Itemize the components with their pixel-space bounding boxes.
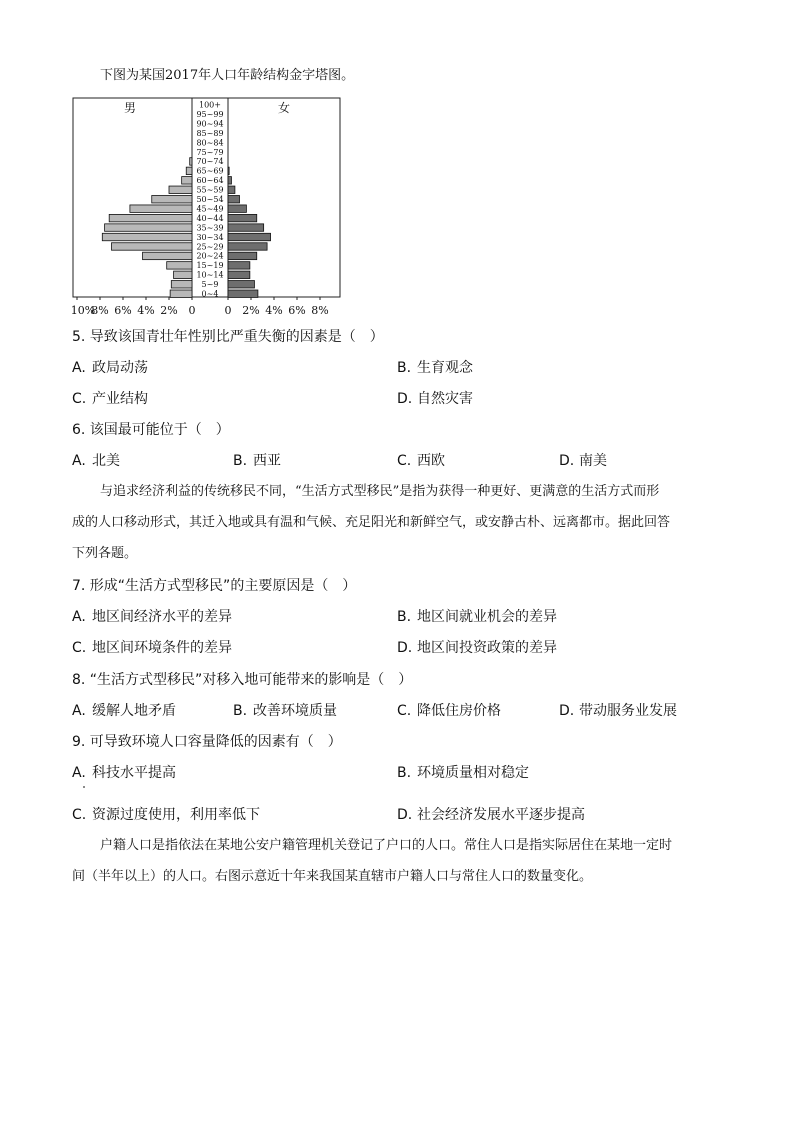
age-label: 10~14 bbox=[196, 270, 224, 280]
q6-option-c[interactable]: C. 西欧 bbox=[397, 453, 445, 469]
female-tick-label: 0 bbox=[224, 304, 232, 317]
pyramid-intro: 下图为某国2017年人口年龄结构金字塔图。 bbox=[100, 68, 355, 83]
age-label: 75~79 bbox=[196, 147, 224, 157]
q7-stem: 7. 形成“生活方式型移民”的主要原因是（ ） bbox=[72, 578, 357, 594]
female-tick-label: 2% bbox=[242, 304, 260, 317]
passage2-line1: 与追求经济利益的传统移民不同，“生活方式型移民”是指为获得一种更好、更满意的生活方式而形 bbox=[100, 484, 660, 499]
age-label: 100+ bbox=[199, 100, 221, 110]
age-label: 70~74 bbox=[196, 157, 224, 167]
age-label: 30~34 bbox=[196, 232, 224, 242]
female-bar bbox=[228, 167, 229, 174]
age-label: 25~29 bbox=[196, 242, 224, 252]
passage3-line1: 户籍人口是指依法在某地公安户籍管理机关登记了户口的人口。常住人口是指实际居住在某地一定时 bbox=[100, 838, 673, 853]
male-bar bbox=[109, 214, 192, 221]
age-label: 65~69 bbox=[196, 166, 224, 176]
age-label: 85~89 bbox=[196, 128, 224, 138]
q5-stem: 5. 导致该国青壮年性别比严重失衡的因素是（ ） bbox=[72, 329, 384, 345]
age-label: 55~59 bbox=[196, 185, 224, 195]
q5-option-a[interactable]: A. 政局动荡 bbox=[72, 360, 148, 376]
age-label: 0~4 bbox=[201, 289, 219, 299]
female-bar bbox=[228, 224, 264, 231]
passage2-line3: 下列各题。 bbox=[72, 546, 138, 561]
age-label: 15~19 bbox=[196, 261, 224, 271]
male-bar bbox=[182, 177, 192, 184]
age-label: 95~99 bbox=[196, 109, 224, 119]
female-bar bbox=[228, 177, 231, 184]
female-bar bbox=[228, 233, 271, 240]
female-tick-label: 8% bbox=[311, 304, 329, 317]
male-bar bbox=[105, 224, 192, 231]
q9-option-c[interactable]: C. 资源过度使用，利用率低下 bbox=[72, 807, 260, 823]
male-tick-label: 4% bbox=[137, 304, 155, 317]
female-bar bbox=[228, 252, 257, 259]
female-bar bbox=[228, 281, 254, 288]
passage3-line2: 间（半年以上）的人口。右图示意近十年来我国某直辖市户籍人口与常住人口的数量变化。 bbox=[72, 869, 593, 884]
male-bar bbox=[170, 290, 192, 297]
q6-stem: 6. 该国最可能位于（ ） bbox=[72, 422, 230, 438]
male-tick-label: 10% bbox=[70, 304, 96, 317]
female-bar bbox=[228, 262, 250, 269]
q8-option-d[interactable]: D. 带动服务业发展 bbox=[559, 703, 677, 719]
male-tick-label: 2% bbox=[160, 304, 178, 317]
q8-option-b[interactable]: B. 改善环境质量 bbox=[233, 703, 337, 719]
male-bar bbox=[143, 252, 192, 259]
q8-option-c[interactable]: C. 降低住房价格 bbox=[397, 703, 501, 719]
female-bar bbox=[228, 186, 235, 193]
female-label: 女 bbox=[277, 101, 291, 115]
q5-option-c[interactable]: C. 产业结构 bbox=[72, 391, 148, 407]
q9-option-a[interactable]: A. 科技水平提高 bbox=[72, 765, 176, 781]
q7-option-b[interactable]: B. 地区间就业机会的差异 bbox=[397, 609, 557, 625]
age-label: 45~49 bbox=[196, 204, 224, 214]
female-tick-label: 6% bbox=[288, 304, 306, 317]
q7-option-c[interactable]: C. 地区间环境条件的差异 bbox=[72, 640, 232, 656]
q8-option-a[interactable]: A. 缓解人地矛盾 bbox=[72, 703, 176, 719]
female-bar bbox=[228, 214, 257, 221]
q9-option-d[interactable]: D. 社会经济发展水平逐步提高 bbox=[397, 807, 585, 823]
male-tick-label: 8% bbox=[91, 304, 109, 317]
female-bar bbox=[228, 290, 258, 297]
age-label: 50~54 bbox=[196, 195, 224, 204]
age-label: 20~24 bbox=[196, 251, 224, 261]
female-bar bbox=[228, 243, 267, 250]
age-label: 40~44 bbox=[196, 213, 224, 223]
q9-option-b[interactable]: B. 环境质量相对稳定 bbox=[397, 765, 529, 781]
q5-option-d[interactable]: D. 自然灾害 bbox=[397, 391, 473, 407]
male-bar bbox=[112, 243, 193, 250]
q6-option-b[interactable]: B. 西亚 bbox=[233, 453, 281, 469]
male-bar bbox=[169, 186, 192, 193]
female-bar bbox=[228, 205, 246, 212]
age-label: 90~94 bbox=[196, 119, 224, 129]
male-bar bbox=[152, 196, 192, 203]
passage2-line2: 成的人口移动形式，其迁入地或具有温和气候、充足阳光和新鲜空气，或安静古朴、远离都市。据此回答 bbox=[72, 515, 671, 530]
q7-option-d[interactable]: D. 地区间投资政策的差异 bbox=[397, 640, 557, 656]
male-bar bbox=[130, 205, 192, 212]
q8-stem: 8. “生活方式型移民”对移入地可能带来的影响是（ ） bbox=[72, 672, 413, 688]
male-bar bbox=[174, 271, 192, 278]
q7-option-a[interactable]: A. 地区间经济水平的差异 bbox=[72, 609, 232, 625]
male-bar bbox=[186, 167, 192, 174]
age-label: 60~64 bbox=[196, 176, 224, 186]
q6-option-d[interactable]: D. 南美 bbox=[559, 453, 607, 469]
age-label: 5~9 bbox=[201, 280, 219, 290]
male-bar bbox=[102, 233, 192, 240]
male-tick-label: 0 bbox=[188, 304, 196, 317]
population-pyramid-chart bbox=[70, 96, 344, 318]
male-bar bbox=[167, 262, 192, 269]
q9-stem: 9. 可导致环境人口容量降低的因素有（ ） bbox=[72, 734, 342, 750]
male-label: 男 bbox=[123, 101, 137, 115]
stray-dot bbox=[83, 786, 85, 788]
female-tick-label: 4% bbox=[265, 304, 283, 317]
male-bar bbox=[171, 281, 192, 288]
male-tick-label: 6% bbox=[114, 304, 132, 317]
female-bar bbox=[228, 196, 240, 203]
age-label: 80~84 bbox=[196, 138, 224, 148]
female-bar bbox=[228, 271, 250, 278]
q6-option-a[interactable]: A. 北美 bbox=[72, 453, 120, 469]
age-label: 35~39 bbox=[196, 223, 224, 233]
male-bar bbox=[190, 158, 192, 165]
q5-option-b[interactable]: B. 生育观念 bbox=[397, 360, 473, 376]
